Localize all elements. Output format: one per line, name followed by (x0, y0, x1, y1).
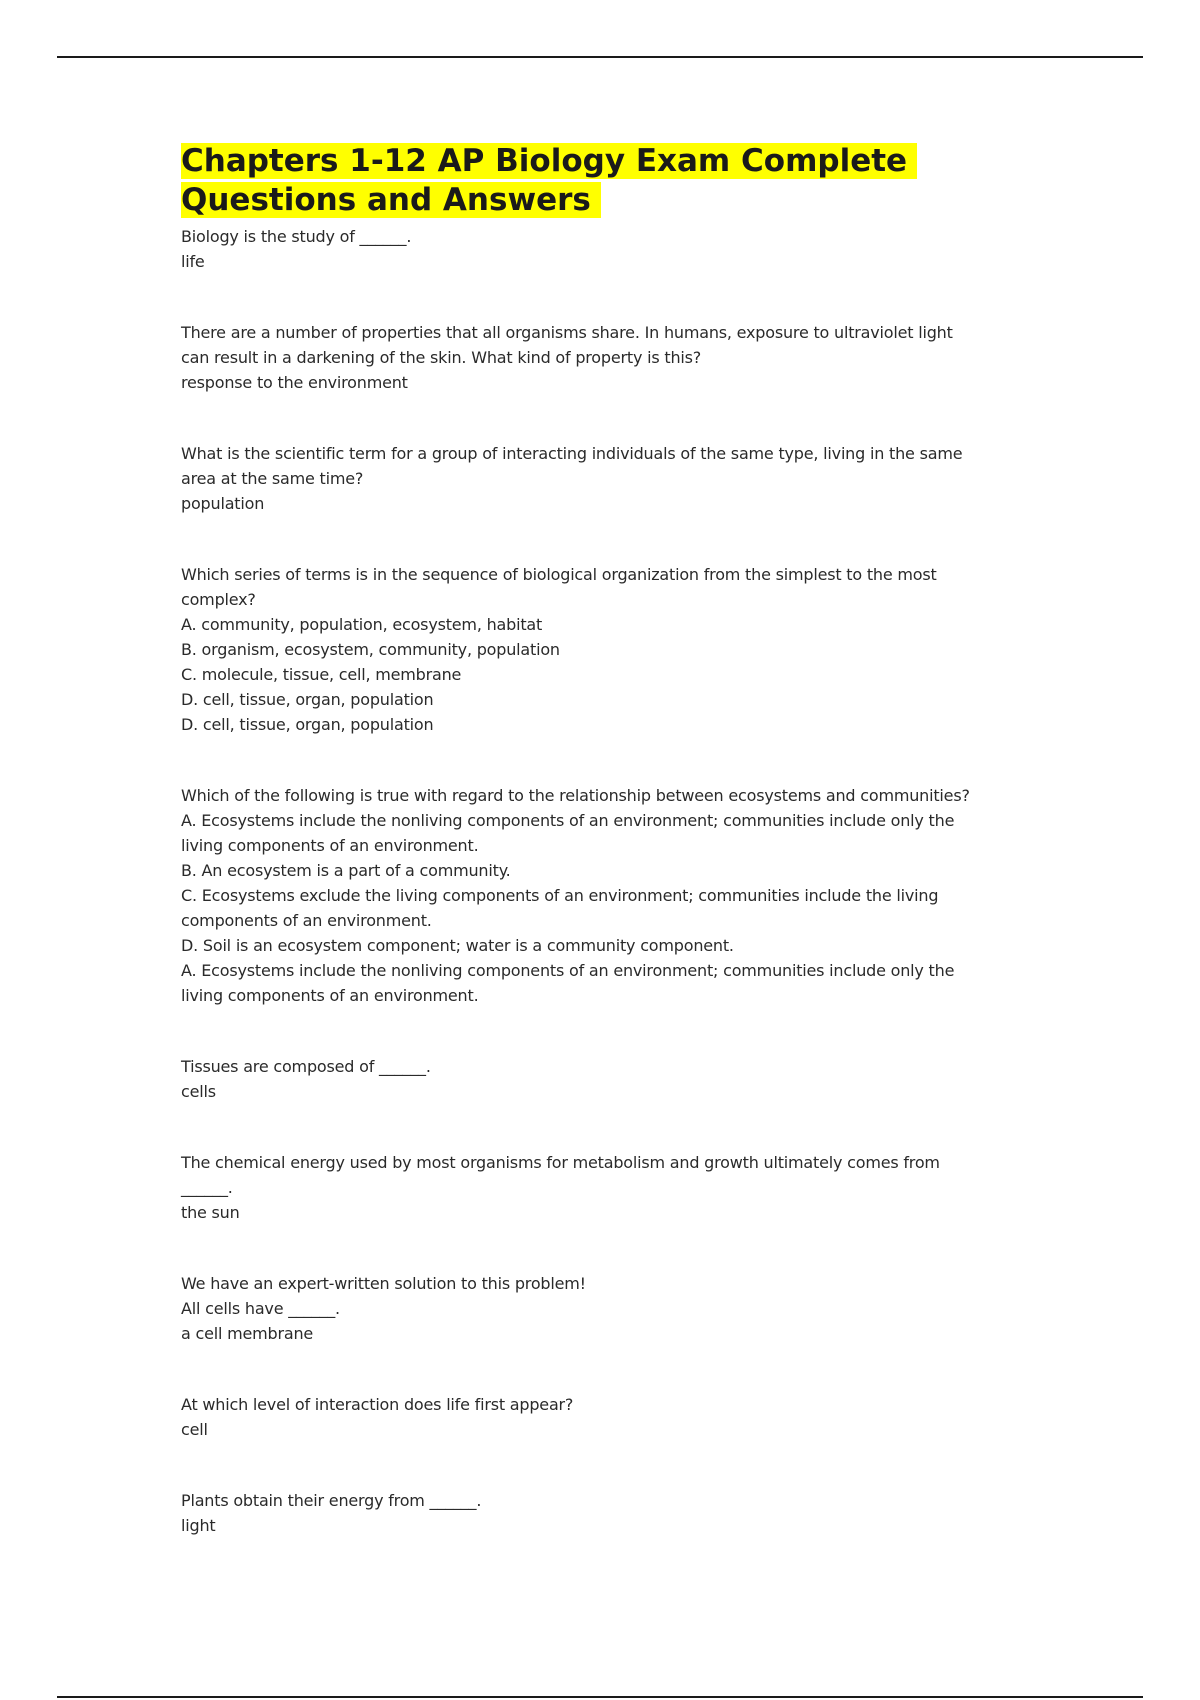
qa-item (181, 441, 1011, 516)
answer-text: cell (181, 1420, 208, 1439)
qa-item (181, 783, 1011, 1008)
answer-text: light (181, 1516, 216, 1535)
question-text: can result in a darkening of the skin. What kind of property is this? (181, 348, 702, 367)
top-rule (57, 56, 1143, 58)
question-text: complex? (181, 590, 256, 609)
title-line-2: Questions and Answers (181, 182, 601, 218)
question-text: area at the same time? (181, 469, 364, 488)
document-title (181, 142, 1011, 220)
qa-item (181, 1054, 1011, 1104)
document-body (181, 142, 1011, 1538)
question-text: The chemical energy used by most organisms for metabolism and growth ultimately comes from (181, 1153, 940, 1172)
question-text: Plants obtain their energy from ______. (181, 1491, 482, 1510)
qa-item (181, 320, 1011, 395)
question-text: There are a number of properties that all organisms share. In humans, exposure to ultraviolet light (181, 323, 953, 342)
choice-text: living components of an environment. (181, 836, 479, 855)
question-text: Tissues are composed of ______. (181, 1057, 431, 1076)
answer-text: a cell membrane (181, 1324, 314, 1343)
answer-text: the sun (181, 1203, 240, 1222)
qa-item (181, 1150, 1011, 1225)
choice-text: C. Ecosystems exclude the living components of an environment; communities include the living (181, 886, 939, 905)
answer-text: cells (181, 1082, 216, 1101)
question-text: Which series of terms is in the sequence of biological organization from the simplest to the most (181, 565, 937, 584)
qa-item (181, 562, 1011, 737)
qa-item (181, 1392, 1011, 1442)
answer-text: population (181, 494, 265, 513)
qa-item (181, 1271, 1011, 1346)
question-text: At which level of interaction does life first appear? (181, 1395, 574, 1414)
choice-text: B. organism, ecosystem, community, population (181, 640, 560, 659)
question-text: What is the scientific term for a group of interacting individuals of the same type, living in the same (181, 444, 963, 463)
choice-text: B. An ecosystem is a part of a community. (181, 861, 511, 880)
answer-text: response to the environment (181, 373, 408, 392)
answer-text: living components of an environment. (181, 986, 479, 1005)
title-line-1: Chapters 1-12 AP Biology Exam Complete (181, 143, 917, 179)
question-text: Biology is the study of ______. (181, 227, 412, 246)
choice-text: A. Ecosystems include the nonliving components of an environment; communities include only the (181, 811, 955, 830)
question-text: Which of the following is true with regard to the relationship between ecosystems and communities? (181, 786, 970, 805)
answer-text: A. Ecosystems include the nonliving components of an environment; communities include only the (181, 961, 955, 980)
choice-text: C. molecule, tissue, cell, membrane (181, 665, 462, 684)
question-text: We have an expert-written solution to this problem! (181, 1274, 586, 1293)
answer-text: D. cell, tissue, organ, population (181, 715, 434, 734)
bottom-rule (57, 1696, 1143, 1698)
choice-text: D. cell, tissue, organ, population (181, 690, 434, 709)
choice-text: A. community, population, ecosystem, habitat (181, 615, 543, 634)
qa-item (181, 224, 1011, 274)
choice-text: components of an environment. (181, 911, 432, 930)
choice-text: D. Soil is an ecosystem component; water is a community component. (181, 936, 734, 955)
question-text: ______. (181, 1178, 233, 1197)
qa-item (181, 1488, 1011, 1538)
answer-text: life (181, 252, 205, 271)
question-text: All cells have ______. (181, 1299, 340, 1318)
